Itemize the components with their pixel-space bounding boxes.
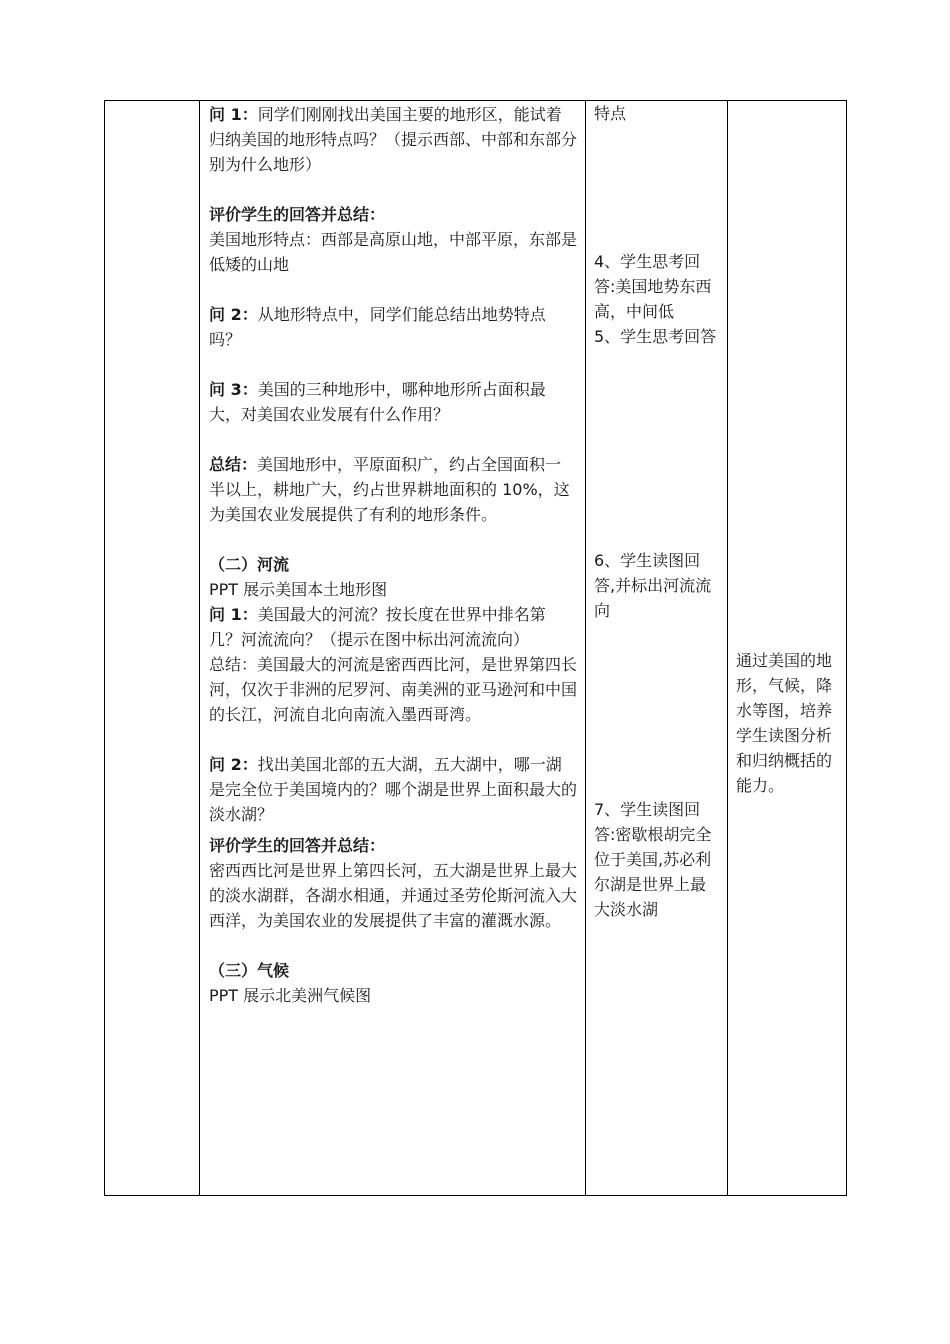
student-item-7: 7、学生读图回答:密歇根胡完全位于美国,苏必利尔湖是世界上最大淡水湖 — [594, 800, 712, 919]
student-item-6: 6、学生读图回答,并标出河流流向 — [594, 551, 712, 620]
ppt-climate-map: PPT 展示北美洲气候图 — [209, 986, 372, 1005]
ppt-terrain-map: PPT 展示美国本土地形图 — [209, 580, 388, 599]
river-question-1: 问 1：美国最大的河流？按长度在世界中排名第几？河流流向？（提示在图中标出河流流向） — [209, 605, 546, 649]
student-item-0: 特点 — [594, 104, 627, 123]
teacher-summary: 总结：美国地形中，平原面积广，约占全国面积一半以上，耕地广大，约占世界耕地面积的 10%，这为美国农业发展提供了有利的地形条件。 — [209, 455, 570, 524]
design-intent-text: 通过美国的地形，气候，降水等图，培养学生读图分析和归纳概括的能力。 — [736, 651, 833, 795]
design-intent-cell — [728, 101, 847, 1196]
teacher-terrain-summary: 美国地形特点：西部是高原山地，中部平原，东部是低矮的山地 — [209, 230, 578, 274]
teacher-question-2: 问 2：从地形特点中，同学们能总结出地势特点吗？ — [209, 305, 546, 349]
student-item-4: 4、学生思考回答:美国地势东西高，中间低 — [594, 252, 712, 321]
lake-evaluate-heading: 评价学生的回答并总结： — [209, 836, 386, 855]
stage-column-cell — [105, 101, 200, 1196]
teacher-question-3: 问 3：美国的三种地形中，哪种地形所占面积最大，对美国农业发展有什么作用？ — [209, 380, 546, 424]
river-summary: 总结：美国最大的河流是密西西比河，是世界第四长河，仅次于非洲的尼罗河、南美洲的亚马逊河和中国的长江，河流自北向南流入墨西哥湾。 — [209, 655, 578, 724]
lesson-plan-table — [104, 100, 847, 1196]
student-activity-cell — [586, 101, 728, 1196]
teacher-evaluate-heading: 评价学生的回答并总结： — [209, 205, 386, 224]
lake-question-2: 问 2：找出美国北部的五大湖，五大湖中，哪一湖是完全位于美国境内的？哪个湖是世界上面积最大的淡水湖？ — [209, 755, 578, 824]
section-climate-heading: （三）气候 — [209, 961, 290, 980]
teacher-question-1: 问 1：同学们刚刚找出美国主要的地形区，能试着归纳美国的地形特点吗？（提示西部、中部和东部分别为什么地形） — [209, 105, 578, 174]
lake-summary: 密西西比河是世界上第四长河，五大湖是世界上最大的淡水湖群，各湖水相通，并通过圣劳伦斯河流入大西洋，为美国农业的发展提供了丰富的灌溉水源。 — [209, 861, 578, 930]
student-item-5: 5、学生思考回答 — [594, 327, 717, 346]
teacher-activity-cell — [200, 101, 586, 1196]
section-rivers-heading: （二）河流 — [209, 555, 290, 574]
